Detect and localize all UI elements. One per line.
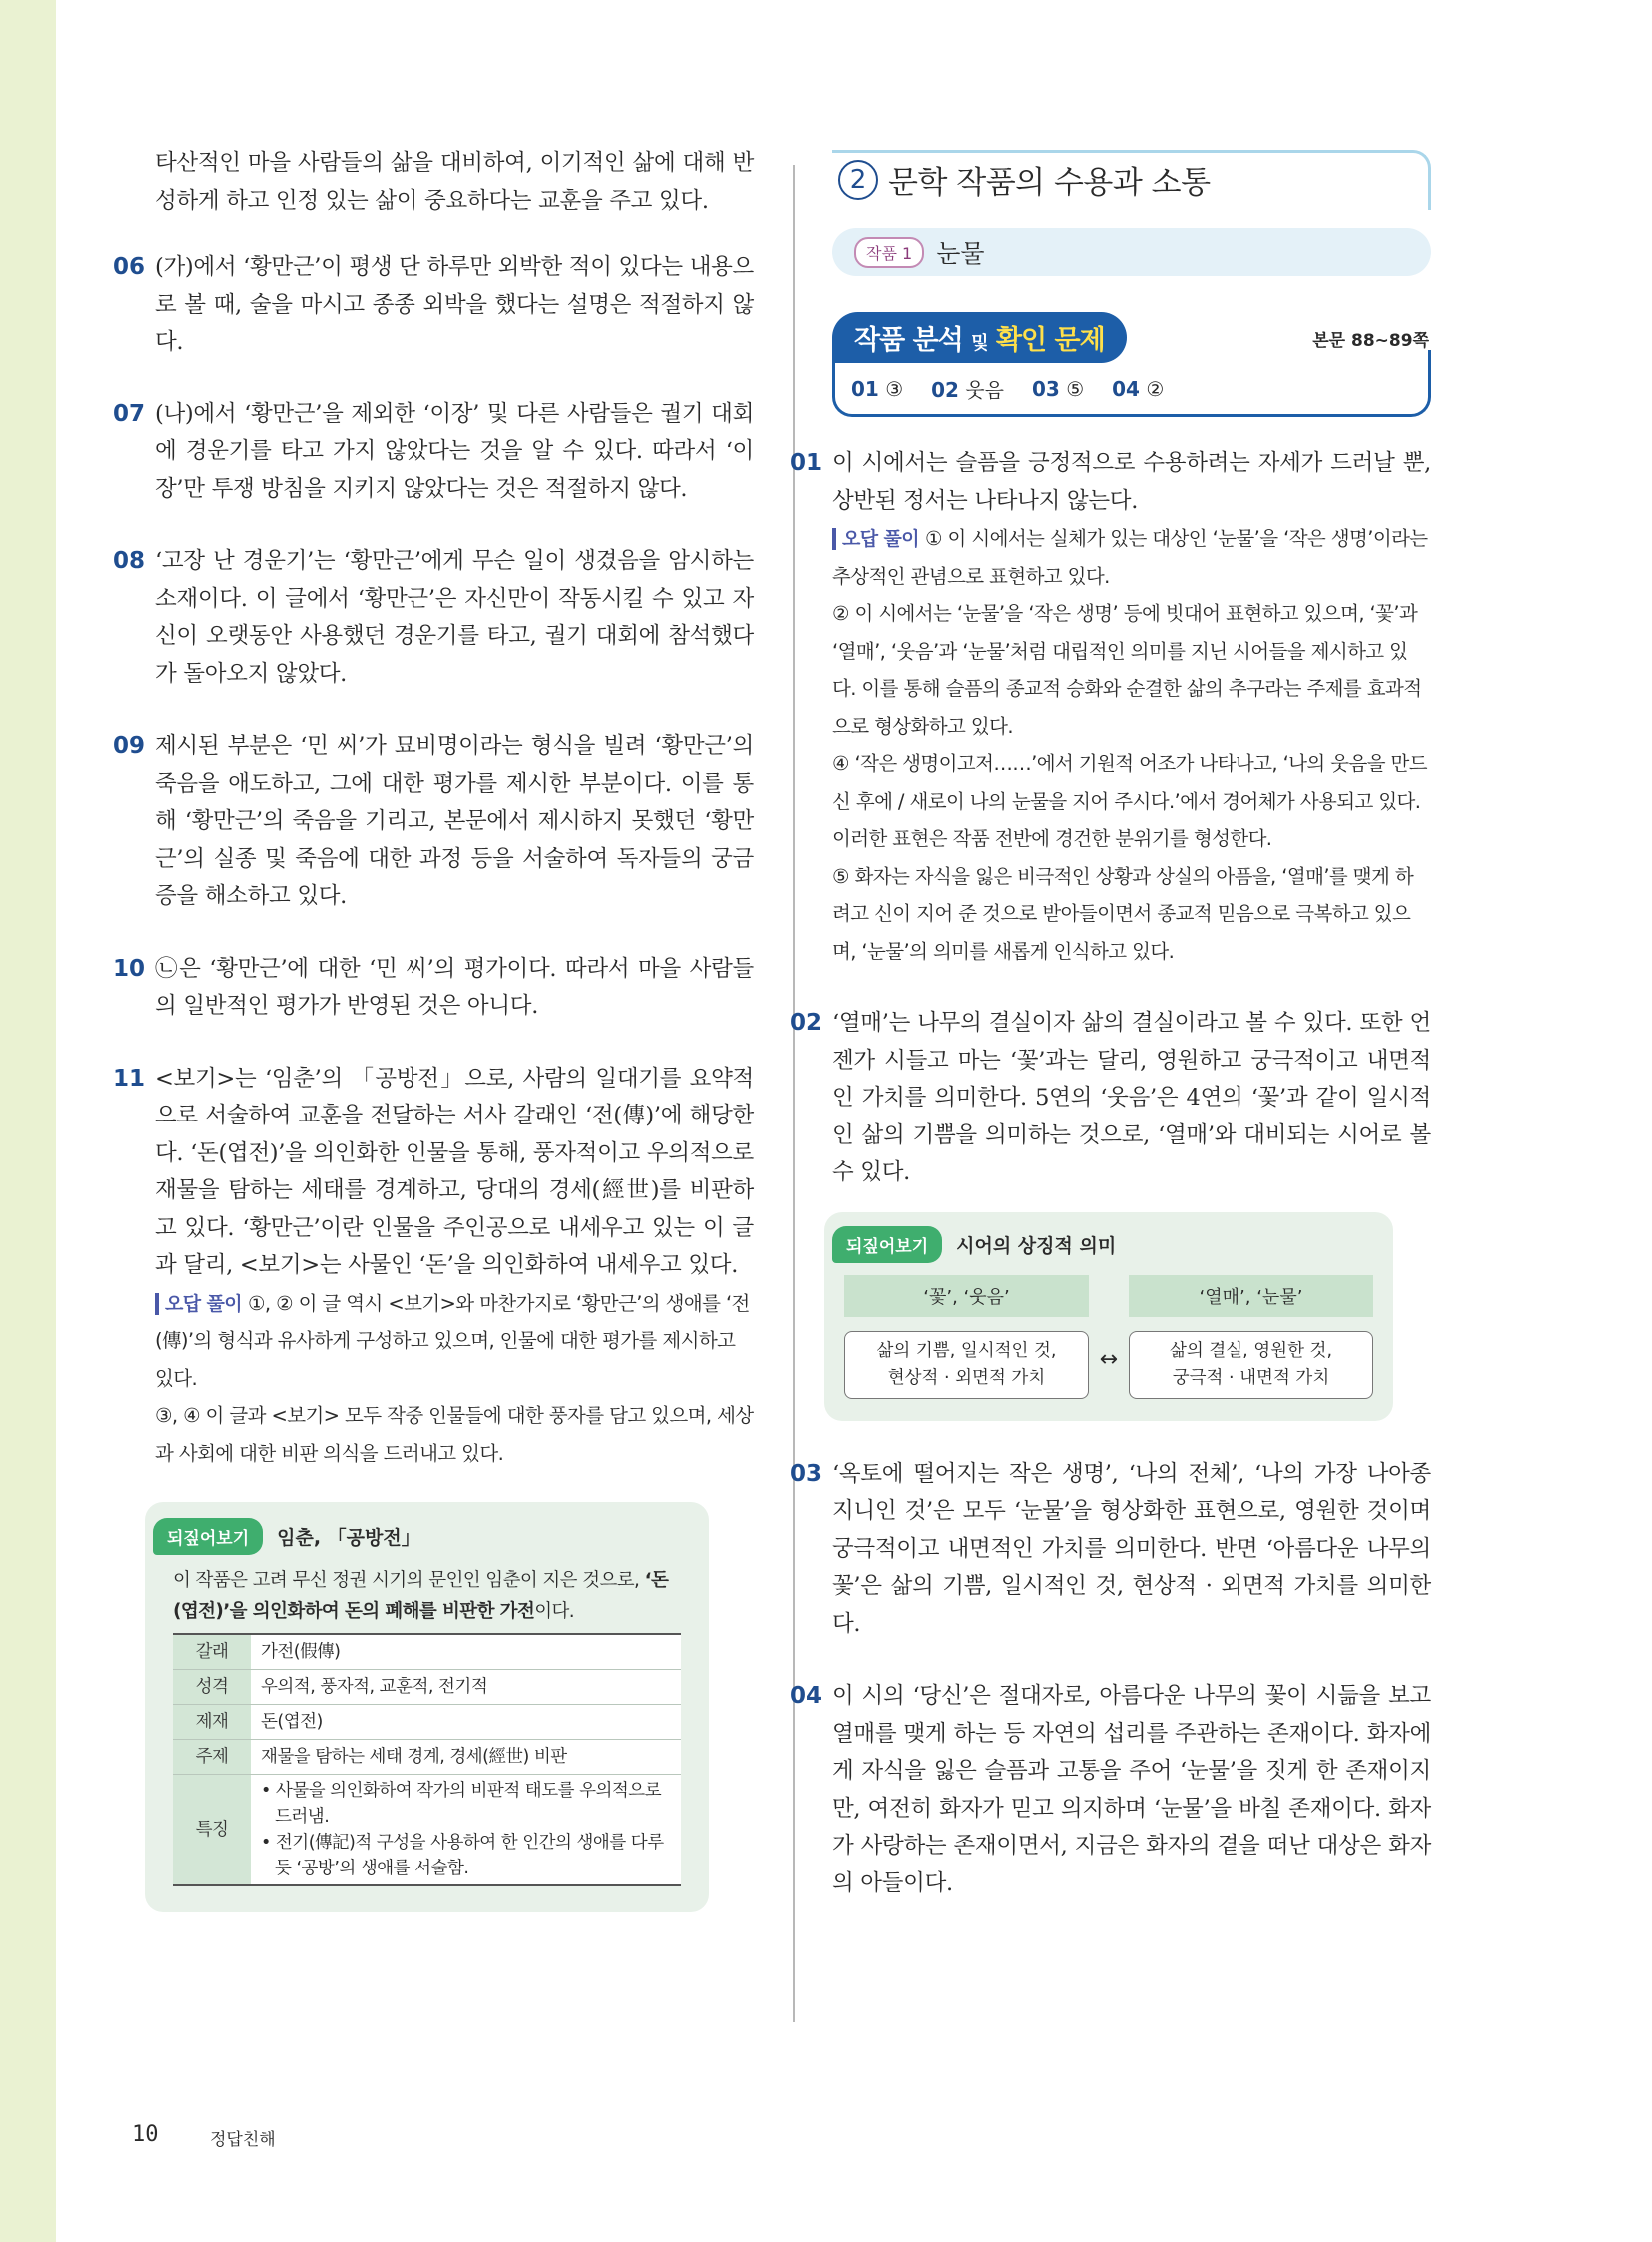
answer-key-box [832, 312, 1431, 431]
book-title: 정답친해 [210, 2130, 276, 2150]
right-column [790, 150, 1431, 1902]
feature-bullet: • 사물을 의인화하여 작가의 비판적 태도를 우의적으로 드러냄. [261, 1781, 662, 1827]
item-text: <보기>는 ‘임춘’의 「공방전」으로, 사람의 일대기를 요약적으로 서술하여 교훈을 전달하는 서사 갈래인 ‘전(傳)’에 해당한다. ‘돈(엽전)’을 의인화한 인물을 통해, 풍자적이고 우의적으로 재물을 탐하는 세태를 경계하고, 당대의 경세(經世)를 비판하고 있다. ‘황만근’이란 인물을 주인공으로 내세우고 있는 이 글과 달리, <보기>는 사물인 ‘돈’을 의인화하여 내세우고 있다. [155, 1065, 754, 1278]
answer-item-r02 [790, 1005, 1431, 1192]
wrong-answer-note-2: ② 이 시에서는 ‘눈물’을 ‘작은 생명’ 등에 빗대어 표현하고 있으며, ‘꽃’과 ‘열매’, ‘웃음’과 ‘눈물’처럼 대립적인 의미를 지닌 시어들을 제시하고 있다. 이를 통해 슬픔의 종교적 승화와 순결한 삶의 추구라는 주제를 효과적으로 형상화하고 있다. [832, 602, 1422, 738]
review-tag: 되짚어보기 [153, 1518, 263, 1555]
row-value: 우의적, 풍자적, 교훈적, 전기적 [251, 1670, 681, 1705]
row-key: 제재 [173, 1705, 251, 1740]
row-value: 재물을 탐하는 세태 경계, 경세(經世) 비판 [251, 1740, 681, 1775]
meaning-line: 삶의 결실, 영원한 것, [1169, 1340, 1333, 1361]
meaning-line: 삶의 기쁨, 일시적인 것, [876, 1340, 1057, 1361]
wrong-answer-label: 오답 풀이 [832, 528, 919, 550]
meaning-line: 현상적 · 외면적 가치 [887, 1367, 1046, 1388]
symbol-meaning-diagram [824, 1212, 1393, 1421]
left-column [113, 145, 754, 1912]
flower-laugh-meaning [844, 1331, 1089, 1399]
wrong-answer-text: ①, ② 이 글 역시 <보기>와 마찬가지로 ‘황만근’의 생애를 ‘전(傳)’의 형식과 유사하게 구성하고 있으며, 인물에 대한 평가를 제시하고 있다. [155, 1291, 750, 1390]
section-number: 2 [838, 160, 878, 200]
answer-02: 02 웃음 [931, 378, 1004, 402]
feature-bullet: • 전기(傳記)적 구성을 사용하여 한 인간의 생애를 다루듯 ‘공방’의 생애를 서술함. [261, 1833, 664, 1878]
row-value: 돈(엽전) [251, 1705, 681, 1740]
row-key: 갈래 [173, 1635, 251, 1670]
answer-item-09 [113, 728, 754, 916]
item-text: ‘열매’는 나무의 결실이자 삶의 결실이라고 볼 수 있다. 또한 언젠가 시들고 마는 ‘꽃’과는 달리, 영원하고 궁극적이고 내면적인 가치를 의미한다. 5연의 ‘웃음’은 4연의 ‘꽃’과 같이 일시적인 삶의 기쁨을 의미하는 것으로, ‘열매’와 대비되는 시어로 볼 수 있다. [832, 1010, 1431, 1185]
answer-item-r04 [790, 1678, 1431, 1902]
item-number: 09 [113, 733, 146, 759]
column-divider [793, 165, 795, 2022]
page-reference: 본문 88~89쪽 [1312, 331, 1429, 351]
item-number: 08 [113, 548, 146, 574]
wrong-answer-note-1 [832, 520, 1431, 595]
item-text: 제시된 부분은 ‘민 씨’가 묘비명이라는 형식을 빌려 ‘황만근’의 죽음을 애도하고, 그에 대한 평가를 제시한 부분이다. 이를 통해 ‘황만근’의 죽음을 기리고, 본문에서 제시하지 못했던 ‘황만근’의 실종 및 죽음에 대한 과정 등을 서술하여 독자들의 궁금증을 해소하고 있다. [155, 733, 754, 909]
side-color-strip [0, 0, 56, 2242]
review-desc-end: 이다. [534, 1601, 575, 1622]
table-row [173, 1670, 681, 1705]
fruit-tears-label: ‘열매’, ‘눈물’ [1129, 1275, 1373, 1317]
table-row [173, 1635, 681, 1670]
answer-item-10 [113, 951, 754, 1026]
fruit-tears-meaning [1129, 1331, 1373, 1399]
table-row [173, 1740, 681, 1775]
item-text: (가)에서 ‘황만근’이 평생 단 하루만 외박한 적이 있다는 내용으로 볼 때, 술을 마시고 종종 외박을 했다는 설명은 적절하지 않다. [155, 254, 754, 355]
answer-item-06 [113, 249, 754, 362]
item-number: 06 [113, 254, 146, 280]
flower-laugh-label: ‘꽃’, ‘웃음’ [844, 1275, 1089, 1317]
item-text: (나)에서 ‘황만근’을 제외한 ‘이장’ 및 다른 사람들은 궐기 대회에 경운기를 타고 가지 않았다는 것을 알 수 있다. 따라서 ‘이장’만 투쟁 방침을 지키지 않았다는 것은 적절하지 않다. [155, 400, 754, 502]
wrong-answer-note-2: ③, ④ 이 글과 <보기> 모두 작중 인물들에 대한 풍자를 담고 있으며, 세상과 사회에 대한 비판 의식을 드러내고 있다. [155, 1404, 754, 1465]
intro-paragraph: 타산적인 마을 사람들의 삶을 대비하여, 이기적인 삶에 대해 반성하게 하고 인정 있는 삶이 중요하다는 교훈을 주고 있다. [155, 150, 754, 214]
item-text: ‘고장 난 경운기’는 ‘황만근’에게 무슨 일이 생겼음을 암시하는 소재이다. 이 글에서 ‘황만근’은 자신만이 작동시킬 수 있고 자신이 오랫동안 사용했던 경운기를 타고, 궐기 대회에 참석했다가 돌아오지 않았다. [155, 548, 754, 687]
answer-item-r01 [790, 445, 1431, 970]
answer-banner: 작품 분석 및 확인 문제 [832, 312, 1127, 363]
work-title-bar [832, 228, 1431, 276]
answer-03: 03 ⑤ [1031, 376, 1085, 401]
review-box-gongbangjeon [145, 1502, 709, 1912]
page-number: 10 [132, 2122, 159, 2147]
item-text: ㉡은 ‘황만근’에 대한 ‘민 씨’의 평가이다. 따라서 마을 사람들의 일반적인 평가가 반영된 것은 아니다. [155, 955, 754, 1019]
review-title: 임춘, 「공방전」 [277, 1527, 420, 1549]
section-header [832, 150, 1431, 210]
row-value [251, 1775, 681, 1886]
item-number: 10 [113, 955, 146, 982]
answer-item-08 [113, 543, 754, 693]
section-title: 문학 작품의 수용과 소통 [888, 165, 1211, 201]
item-text: 이 시에서는 슬픔을 긍정적으로 수용하려는 자세가 드러날 뿐, 상반된 정서는 나타나지 않는다. [832, 450, 1431, 514]
review-description [173, 1565, 681, 1635]
answer-item-r03 [790, 1456, 1431, 1644]
contrast-arrow-icon: ↔ [1099, 1346, 1119, 1372]
wrong-answer-note-3: ④ ‘작은 생명이고저……’에서 기원적 어조가 나타나고, ‘나의 웃음을 만드신 후에 / 새로이 나의 눈물을 지어 주시다.’에서 경어체가 사용되고 있다. 이러한 표현은 작품 전반에 경건한 분위기를 형성한다. [832, 752, 1428, 850]
item-number: 04 [790, 1683, 823, 1709]
work-title: 눈물 [936, 239, 985, 268]
work-tag: 작품 1 [854, 237, 924, 268]
row-key: 성격 [173, 1670, 251, 1705]
answer-item-07 [113, 396, 754, 509]
meaning-line: 궁극적 · 내면적 가치 [1172, 1367, 1330, 1388]
row-key: 주제 [173, 1740, 251, 1775]
item-number: 07 [113, 400, 146, 427]
wrong-answer-label: 오답 풀이 [155, 1293, 242, 1315]
table-row [173, 1775, 681, 1886]
item-text: 이 시의 ‘당신’은 절대자로, 아름다운 나무의 꽃이 시듦을 보고 열매를 맺게 하는 등 자연의 섭리를 주관하는 존재이다. 화자에게 자식을 잃은 슬픔과 고통을 주어 ‘눈물’을 짓게 한 존재이지만, 여전히 화자가 믿고 의지하며 ‘눈물’을 바칠 존재이다. 화자가 사랑하는 존재이면서, 지금은 화자의 곁을 떠난 대상은 화자의 아들이다. [832, 1683, 1431, 1896]
review-desc-text: 이 작품은 고려 무신 정권 시기의 문인인 임춘이 지은 것으로, [173, 1570, 645, 1591]
review-desc-bold: ‘돈(엽전)’을 의인화하여 돈의 폐해를 비판한 가전 [173, 1570, 669, 1622]
row-value: 가전(假傳) [251, 1635, 681, 1670]
row-key: 특징 [173, 1775, 251, 1886]
item-number: 01 [790, 450, 823, 476]
review-tag: 되짚어보기 [832, 1226, 942, 1263]
answer-04: 04 ② [1112, 376, 1165, 401]
item-number: 11 [113, 1065, 146, 1092]
answer-01: 01 ③ [851, 376, 904, 401]
wrong-answer-note-4: ⑤ 화자는 자식을 잃은 비극적인 상황과 상실의 아픔을, ‘열매’를 맺게 하려고 신이 지어 준 것으로 받아들이면서 종교적 믿음으로 극복하고 있으며, ‘눈물’의 의미를 새롭게 인식하고 있다. [832, 864, 1414, 963]
item-number: 03 [790, 1460, 823, 1487]
work-info-table [173, 1635, 681, 1886]
diagram-title: 시어의 상징적 의미 [956, 1234, 1117, 1257]
wrong-answer-note-1 [155, 1285, 754, 1398]
wrong-answer-text: ① 이 시에서는 실체가 있는 대상인 ‘눈물’을 ‘작은 생명’이라는 추상적인 관념으로 표현하고 있다. [832, 527, 1428, 588]
answer-item-11 [113, 1061, 754, 1473]
item-text: ‘옥토에 떨어지는 작은 생명’, ‘나의 전체’, ‘나의 가장 나아종 지니인 것’은 모두 ‘눈물’을 형상화한 표현으로, 영원한 것이며 궁극적이고 내면적인 가치를 의미한다. 반면 ‘아름다운 나무의 꽃’은 삶의 기쁨, 일시적인 것, 현상적 · 외면적 가치를 의미한다. [832, 1460, 1431, 1637]
table-row [173, 1705, 681, 1740]
item-number: 02 [790, 1010, 823, 1036]
